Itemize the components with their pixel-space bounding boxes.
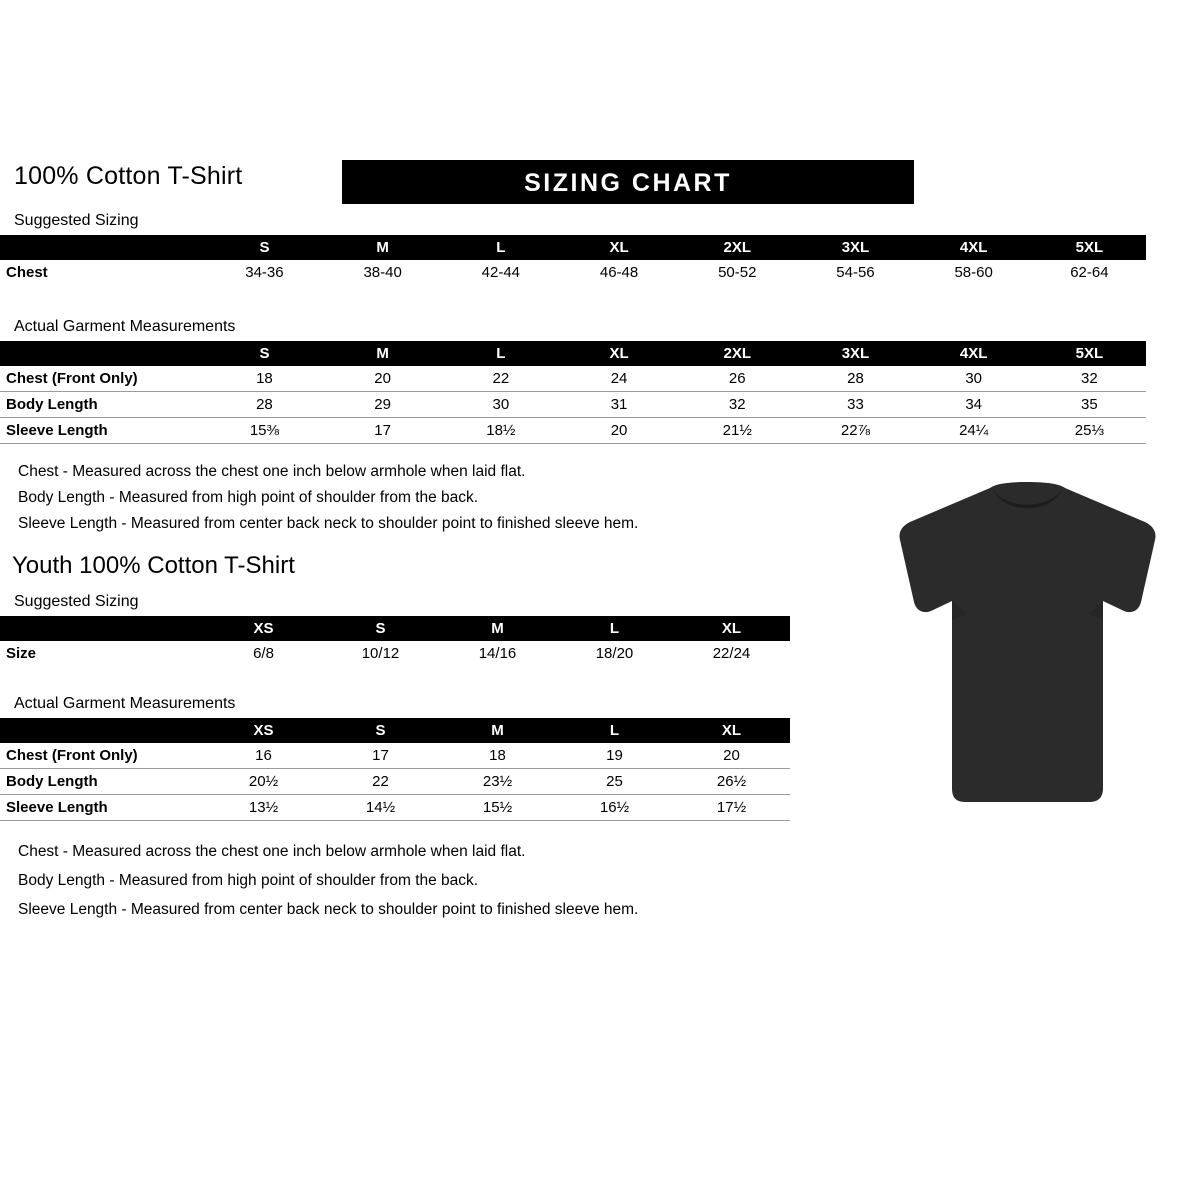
cell: 22/24 xyxy=(712,645,751,662)
cell: 21½ xyxy=(722,422,752,439)
col-head: M xyxy=(439,718,556,743)
cell: 10/12 xyxy=(361,645,400,662)
col-head: S xyxy=(205,341,323,366)
cell: 18 xyxy=(256,370,273,387)
cell: 24¼ xyxy=(959,422,989,439)
cell: 28 xyxy=(256,396,273,413)
cell: 22 xyxy=(492,370,510,387)
cell: 22 xyxy=(372,773,389,790)
cell: 16 xyxy=(255,747,272,764)
row-label: Sleeve Length xyxy=(6,799,108,816)
cell: 31 xyxy=(610,396,628,413)
cell: 34-36 xyxy=(245,264,284,281)
cell: 20 xyxy=(610,422,628,439)
cell: 18 xyxy=(489,747,506,764)
adult-note: Chest - Measured across the chest one inch below armhole when laid flat. xyxy=(18,463,526,480)
youth-suggested-label: Suggested Sizing xyxy=(14,593,139,610)
cell: 35 xyxy=(1081,396,1098,413)
cell: 30 xyxy=(965,370,982,387)
col-head xyxy=(0,341,205,366)
cell: 18/20 xyxy=(595,645,634,662)
cell: 24 xyxy=(610,370,628,387)
col-head: XL xyxy=(560,341,678,366)
adult-note: Body Length - Measured from high point of shoulder from the back. xyxy=(18,489,479,506)
row-label: Body Length xyxy=(6,773,98,790)
col-head: XS xyxy=(205,616,322,641)
col-head: S xyxy=(322,718,439,743)
table-row xyxy=(0,260,1146,285)
col-head: M xyxy=(439,616,556,641)
table-row xyxy=(0,769,790,795)
table-row xyxy=(0,641,790,666)
cell: 17½ xyxy=(716,799,747,816)
youth-actual-label: Actual Garment Measurements xyxy=(14,695,236,712)
table-row xyxy=(0,743,790,769)
col-head: 4XL xyxy=(915,235,1033,260)
cell: 32 xyxy=(728,396,746,413)
cell: 17 xyxy=(374,422,391,439)
cell: 14½ xyxy=(365,799,396,816)
table-row xyxy=(0,795,790,821)
col-head: L xyxy=(442,235,560,260)
youth-note: Sleeve Length - Measured from center back neck to shoulder point to finished sleeve hem. xyxy=(18,901,639,918)
tshirt-illustration xyxy=(895,480,1160,810)
sizing-chart-banner xyxy=(342,160,914,204)
cell: 15⅜ xyxy=(249,422,280,439)
adult-actual-table xyxy=(0,341,1146,444)
table-header-row xyxy=(0,616,790,641)
adult-suggested-label: Suggested Sizing xyxy=(14,212,139,229)
row-label: Chest (Front Only) xyxy=(6,747,138,764)
cell: 33 xyxy=(847,396,864,413)
cell: 26 xyxy=(728,370,746,387)
youth-note: Chest - Measured across the chest one inch below armhole when laid flat. xyxy=(18,843,526,860)
cell: 28 xyxy=(847,370,864,387)
col-head: 2XL xyxy=(678,235,796,260)
cell: 25⅓ xyxy=(1074,422,1104,439)
cell: 26½ xyxy=(716,773,747,790)
youth-title: Youth 100% Cotton T-Shirt xyxy=(12,552,295,579)
col-head: L xyxy=(442,341,560,366)
row-label: Chest (Front Only) xyxy=(6,370,138,387)
col-head xyxy=(0,718,205,743)
table-row xyxy=(0,392,1146,418)
adult-note: Sleeve Length - Measured from center back neck to shoulder point to finished sleeve hem. xyxy=(18,515,639,532)
cell: 54-56 xyxy=(836,264,875,281)
sizing-chart-banner-label: SIZING CHART xyxy=(524,169,732,197)
cell: 42-44 xyxy=(481,264,521,281)
cell: 17 xyxy=(372,747,389,764)
cell: 50-52 xyxy=(718,264,757,281)
cell: 18½ xyxy=(486,422,516,439)
table-header-row xyxy=(0,718,790,743)
col-head: S xyxy=(322,616,439,641)
table-row xyxy=(0,418,1146,444)
adult-actual-label: Actual Garment Measurements xyxy=(14,318,236,335)
col-head: 5XL xyxy=(1033,235,1146,260)
col-head: 4XL xyxy=(915,341,1033,366)
cell: 16½ xyxy=(599,799,630,816)
col-head: 3XL xyxy=(796,235,914,260)
youth-actual-table xyxy=(0,718,790,821)
cell: 6/8 xyxy=(253,645,274,662)
col-head: L xyxy=(556,718,673,743)
adult-suggested-table xyxy=(0,235,1146,285)
col-head: 3XL xyxy=(796,341,914,366)
row-label: Size xyxy=(6,645,37,662)
cell: 58-60 xyxy=(954,264,993,281)
col-head: XL xyxy=(673,616,790,641)
table-header-row xyxy=(0,341,1146,366)
col-head: M xyxy=(324,235,442,260)
cell: 20 xyxy=(723,747,740,764)
cell: 22⅞ xyxy=(840,422,871,439)
cell: 20 xyxy=(374,370,391,387)
col-head: M xyxy=(324,341,442,366)
col-head: 2XL xyxy=(678,341,796,366)
cell: 23½ xyxy=(482,773,513,790)
table-row xyxy=(0,366,1146,392)
cell: 32 xyxy=(1081,370,1098,387)
youth-note: Body Length - Measured from high point of shoulder from the back. xyxy=(18,872,479,889)
cell: 30 xyxy=(492,396,510,413)
cell: 15½ xyxy=(482,799,513,816)
cell: 34 xyxy=(965,396,982,413)
cell: 25 xyxy=(606,773,623,790)
cell: 19 xyxy=(606,747,623,764)
col-head: 5XL xyxy=(1033,341,1146,366)
header xyxy=(14,160,1186,204)
cell: 62-64 xyxy=(1070,264,1109,281)
cell: 14/16 xyxy=(478,645,517,662)
col-head: XS xyxy=(205,718,322,743)
table-header-row xyxy=(0,235,1146,260)
col-head: XL xyxy=(673,718,790,743)
row-label: Chest xyxy=(6,264,48,281)
cell: 20½ xyxy=(248,773,279,790)
row-label: Body Length xyxy=(6,396,98,413)
cell: 46-48 xyxy=(599,264,639,281)
col-head xyxy=(0,235,205,260)
row-label: Sleeve Length xyxy=(6,422,108,439)
page-title: 100% Cotton T-Shirt xyxy=(14,162,243,190)
cell: 13½ xyxy=(248,799,279,816)
youth-suggested-table xyxy=(0,616,790,666)
col-head xyxy=(0,616,205,641)
col-head: L xyxy=(556,616,673,641)
col-head: S xyxy=(205,235,323,260)
cell: 38-40 xyxy=(363,264,402,281)
cell: 29 xyxy=(374,396,391,413)
col-head: XL xyxy=(560,235,678,260)
